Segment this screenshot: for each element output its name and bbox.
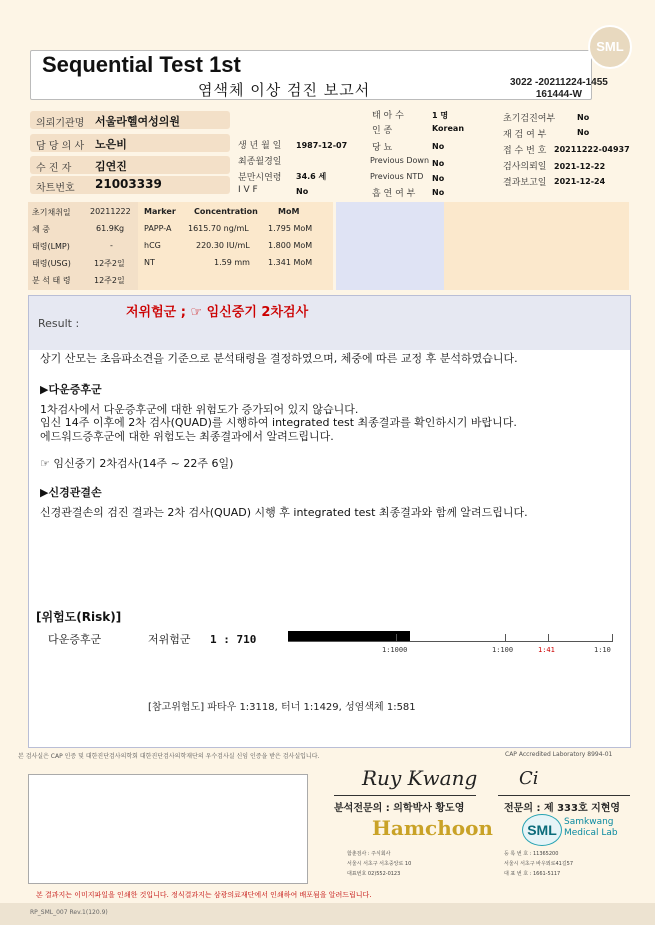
tick	[396, 634, 397, 642]
down-line: 1차검사에서 다운증후군에 대한 위험도가 증가되어 있지 않습니다.	[40, 403, 359, 416]
sample-value: 20211222	[90, 207, 131, 216]
prev-down-value: No	[432, 159, 445, 168]
down-line: 임신 14주 이후에 2차 검사(QUAD)를 시행하여 integrated test 최종결과를 확인하시기 바랍니다.	[40, 416, 517, 429]
reference-line-1: 3022 -20211224-1455	[510, 77, 608, 88]
retest-value: No	[577, 128, 590, 137]
sml-line: 등 록 번 호 : 11365200	[504, 851, 559, 857]
doctor-label: 담 당 의 사	[36, 141, 85, 152]
tick	[505, 634, 506, 642]
institution-value: 서울라헬여성의원	[95, 115, 181, 128]
request-date-label: 검사의뢰일	[503, 162, 547, 172]
smoking-label: 흡 연 여 부	[372, 189, 416, 199]
sign-line	[334, 795, 476, 796]
risk-axis	[288, 641, 613, 642]
signature-left: Ruy Kwang	[362, 766, 478, 790]
ivf-label: I V F	[238, 185, 258, 195]
prev-ntd-label: Previous NTD	[370, 172, 424, 181]
next-test-text: ☞ 임신중기 2차검사(14주 ~ 22주 6일)	[40, 457, 234, 470]
ntd-heading: ▶신경관결손	[40, 486, 102, 499]
sample-label: 태령(USG)	[32, 259, 71, 268]
risk-heading: [위험도(Risk)]	[36, 610, 122, 624]
tick-label: 1:100	[492, 646, 514, 654]
sml-name-line: Medical Lab	[564, 828, 618, 838]
risk-item: 다운증후군	[48, 633, 102, 646]
hamchoon-line: 대표번호 02)552-0123	[347, 871, 401, 877]
report-date-label: 결과보고일	[503, 178, 547, 188]
result-panel	[28, 295, 631, 352]
sample-label: 체 중	[32, 225, 50, 234]
race-value: Korean	[432, 124, 465, 133]
report-title: Sequential Test 1st	[42, 52, 241, 77]
tick	[612, 634, 613, 642]
sample-value: -	[110, 241, 113, 250]
down-line: 에드워드증후군에 대한 위험도는 최종결과에서 알려드립니다.	[40, 430, 334, 443]
reference-line-2: 161444-W	[535, 89, 582, 100]
sample-label: 초기채취일	[32, 208, 71, 217]
signature-right: Ci	[519, 768, 539, 789]
result-label: Result :	[38, 317, 80, 330]
marker-mom: 1.795 MoM	[268, 224, 313, 233]
tick-label: 1:10	[594, 646, 611, 654]
sml-line: 대 표 번 호 : 1661-5117	[504, 871, 561, 877]
risk-ratio: 1 : 710	[210, 633, 257, 646]
sml-info	[504, 849, 573, 879]
sample-value: 12주2일	[94, 259, 125, 268]
lmp-label: 최종월경일	[238, 157, 282, 167]
footnote-right: CAP Accredited Laboratory 8994-01	[505, 751, 613, 758]
mom-header: MoM	[278, 207, 300, 216]
patient-label: 수 진 자	[36, 163, 72, 174]
marker-mom: 1.341 MoM	[268, 258, 313, 267]
smoking-value: No	[432, 188, 445, 197]
reference-number	[510, 77, 608, 101]
bottom-note: 본 결과지는 이미지파일을 인쇄한 것입니다. 정식결과지는 삼광의료재단에서 인쇄하여 배포됨을 알려드립니다.	[36, 891, 372, 899]
footnote-left: 본 검사실은 CAP 인증 및 대한진단검사의학회 대한진단검사의학재단의 우수검사실 신임 인증을 받은 검사실입니다.	[18, 753, 320, 760]
initial-check-label: 초기검진여부	[503, 114, 556, 124]
result-text: 저위험군 ; ☞ 임신중기 2차검사	[126, 305, 309, 320]
tick	[548, 634, 549, 642]
race-label: 인 종	[372, 126, 393, 136]
age-value: 34.6 세	[296, 172, 327, 181]
marker-mom: 1.800 MoM	[268, 241, 313, 250]
sample-label: 분 석 태 령	[32, 276, 71, 285]
hamchoon-info	[347, 849, 411, 879]
hamchoon-line: 서울시 서초구 서초중앙로 10	[347, 861, 412, 867]
prev-ntd-value: No	[432, 174, 445, 183]
sign-line	[498, 795, 630, 796]
blank-panel	[336, 202, 444, 290]
dob-label: 생 년 월 일	[238, 141, 282, 151]
sample-value: 12주2일	[94, 276, 125, 285]
diabetes-label: 당 뇨	[372, 143, 393, 153]
risk-bar	[288, 631, 410, 641]
intro-text: 상기 산모는 초음파소견을 기준으로 분석태령을 결정하였으며, 체중에 따른 교정 후 분석하였습니다.	[40, 352, 518, 365]
fetus-value: 1 명	[432, 111, 449, 120]
form-code: RP_SML_007 Rev.1(120.9)	[30, 909, 108, 916]
ntd-text: 신경관결손의 검진 결과는 2차 검사(QUAD) 시행 후 integrated test 최종결과와 함께 알려드립니다.	[40, 506, 528, 519]
tick-label: 1:1000	[382, 646, 408, 654]
marker-name: hCG	[144, 241, 161, 250]
retest-label: 재 검 여 부	[503, 130, 547, 140]
sign-right-caption: 전문의 : 제 333호 지현영	[504, 803, 621, 814]
sml-logo-bottom: SML	[522, 814, 562, 846]
marker-concentration: 1.59 mm	[214, 258, 250, 267]
sml-name-line: Samkwang	[564, 817, 614, 827]
stamp-box	[28, 774, 308, 884]
marker-name: NT	[144, 258, 155, 267]
prev-down-label: Previous Down	[370, 156, 430, 165]
diabetes-value: No	[432, 142, 445, 151]
request-date-value: 2021-12-22	[554, 162, 606, 171]
patient-value: 김연진	[95, 160, 127, 173]
doctor-value: 노은비	[95, 138, 127, 151]
hamchoon-logo: Hamchoon	[372, 816, 493, 840]
marker-concentration: 1615.70 ng/mL	[188, 224, 249, 233]
chart-number-value: 21003339	[95, 177, 162, 191]
chart-number-label: 차트번호	[36, 183, 75, 194]
institution-label: 의뢰기관명	[36, 118, 85, 129]
tick-label: 1:41	[538, 646, 555, 654]
concentration-header: Concentration	[194, 207, 258, 216]
report-date-value: 2021-12-24	[554, 177, 606, 186]
marker-name: PAPP-A	[144, 224, 172, 233]
receipt-no-label: 접 수 번 호	[503, 146, 547, 156]
marker-header: Marker	[144, 207, 176, 216]
dob-value: 1987-12-07	[296, 141, 348, 150]
sml-line: 서울시 서초구 바우뫼로41길57	[504, 861, 574, 867]
sml-name	[564, 817, 618, 839]
hamchoon-line: 함춘검사 : 주식회사	[347, 851, 391, 857]
down-heading: ▶다운증후군	[40, 383, 102, 396]
age-label: 분만시연령	[238, 173, 282, 183]
risk-group: 저위험군	[148, 633, 191, 646]
sample-label: 태령(LMP)	[32, 242, 70, 251]
marker-concentration: 220.30 IU/mL	[196, 241, 250, 250]
blank-panel	[444, 202, 629, 290]
reference-risk: [참고위험도] 파타우 1:3118, 터너 1:1429, 성염색체 1:581	[148, 702, 416, 713]
report-subtitle: 염색체 이상 검진 보고서	[198, 81, 371, 99]
marker-table	[28, 202, 629, 290]
ivf-value: No	[296, 187, 309, 196]
sample-value: 61.9Kg	[96, 224, 125, 233]
receipt-no-value: 20211222-04937	[554, 145, 630, 154]
sml-logo: SML	[588, 25, 632, 69]
sign-left-caption: 분석전문의 : 의학박사 황도영	[334, 803, 465, 814]
fetus-label: 태 아 수	[372, 111, 404, 121]
initial-check-value: No	[577, 113, 590, 122]
